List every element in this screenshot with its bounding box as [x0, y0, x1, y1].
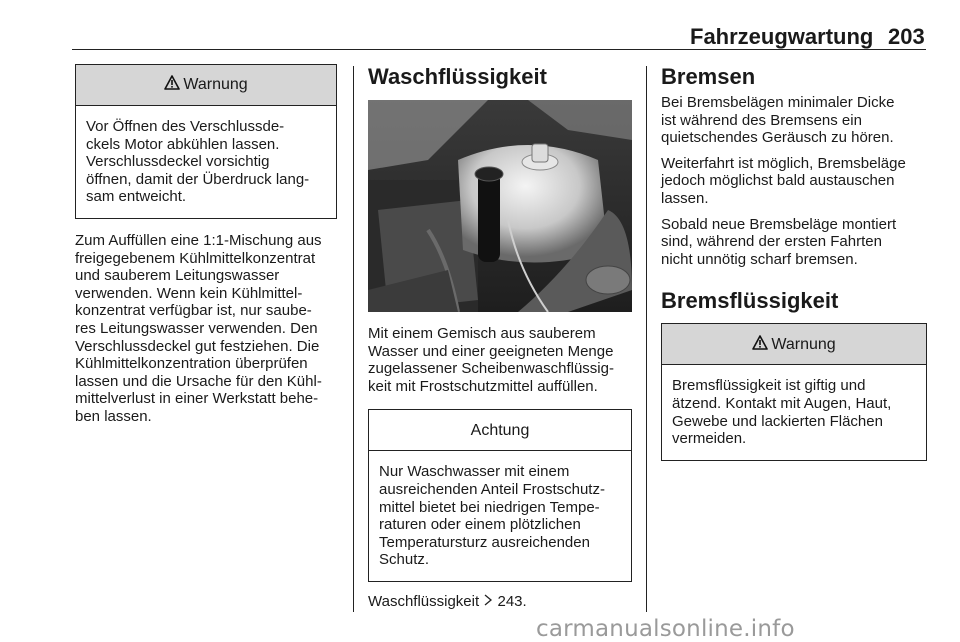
brakes-paragraph-3: Sobald neue Bremsbeläge montiert sind, während der ersten Fahrten nicht unnötig scharf bremsen. [661, 215, 897, 268]
column-1 [75, 64, 337, 426]
engine-bay-photo [368, 100, 632, 312]
warning-title: Warnung [183, 76, 248, 94]
reference-page: 243. [497, 592, 527, 610]
column-divider [646, 66, 647, 612]
warning-triangle-icon [164, 75, 180, 95]
caution-text: Nur Waschwasser mit einem ausreichenden Anteil Frostschutz- mittel bietet bei niedrigen Tempe- raturen oder einem plötzlichen Temperatursturz ausreichenden Schutz. [379, 463, 605, 569]
brakes-paragraph-2: Weiterfahrt ist möglich, Bremsbeläge jedoch möglichst bald austauschen lassen. [661, 154, 906, 207]
running-header-title: Fahrzeugwartung [690, 24, 874, 49]
section-heading-brake-fluid: Bremsflüssigkeit [661, 288, 839, 314]
column-2 [368, 64, 632, 611]
section-heading-washer-fluid: Waschflüssigkeit [368, 64, 547, 89]
warning-box-header [76, 65, 336, 106]
washer-fluid-reference [368, 593, 632, 611]
warning-box-coolant [75, 64, 337, 219]
warning-triangle-icon [752, 335, 768, 355]
page-reference-arrow-icon [483, 593, 493, 610]
warning-box-brake-fluid [661, 323, 927, 460]
column-divider [353, 66, 354, 612]
header-rule [72, 49, 926, 50]
washer-fluid-paragraph: Mit einem Gemisch aus sauberem Wasser und einer geeigneten Menge zugelassener Scheibenwaschflüssig- keit mit Frostschutzmittel auffüllen. [368, 325, 614, 395]
coolant-fill-paragraph: Zum Auffüllen eine 1:1-Mischung aus freigegebenem Kühlmittelkonzentrat und sauberem Leitungswasser verwenden. Wenn kein Kühlmittel- konzentrat verfügbar ist, nur saube- res Leitungswasser verwenden. Den Verschlussdeckel gut festziehen. Die Kühlmittelkonzentration überprüfen lassen und die Ursache für den Kühl- mittelverlust in einer Werkstatt behe- ben lassen. [75, 231, 322, 425]
reference-label: Waschflüssigkeit [368, 592, 480, 610]
caution-box-header: Achtung [369, 410, 631, 451]
warning-text: Bremsflüssigkeit ist giftig und ätzend. Kontakt mit Augen, Haut, Gewebe und lackierten Flächen vermeiden. [672, 377, 892, 448]
page-number: 203 [888, 24, 925, 49]
warning-box-header [662, 324, 926, 365]
watermark: carmanualsonline.info [536, 616, 795, 642]
warning-text: Vor Öffnen des Verschlussde- ckels Motor abkühlen lassen. Verschlussdeckel vorsichtig öffnen, damit der Überdruck lang- sam entweicht. [86, 118, 310, 206]
brakes-paragraph-1: Bei Bremsbelägen minimaler Dicke ist während des Bremsens ein quietschendes Geräusch zu hören. [661, 94, 895, 147]
caution-box-washer [368, 409, 632, 582]
column-3 [661, 64, 927, 461]
warning-title: Warnung [771, 335, 836, 353]
section-heading-brakes: Bremsen [661, 64, 756, 89]
